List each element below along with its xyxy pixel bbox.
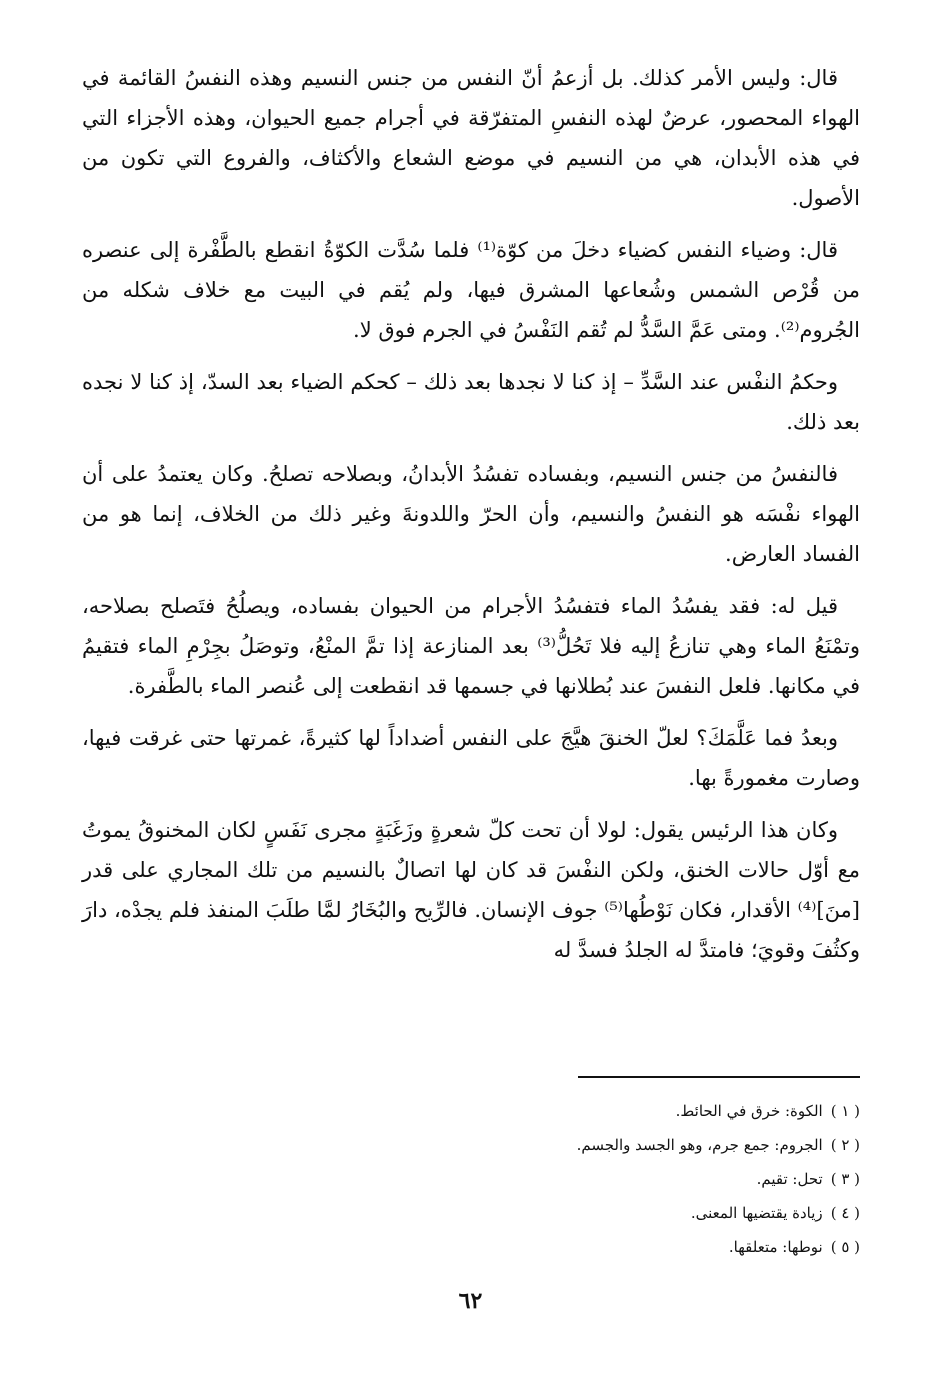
footnote-1 xyxy=(400,1094,860,1128)
footnotes xyxy=(400,1094,860,1264)
footnote-text: الكوة: خرق في الحائط. xyxy=(675,1102,823,1120)
footnote-number: ( ٢ ) xyxy=(830,1136,860,1154)
page-number: ٦٢ xyxy=(458,1288,483,1314)
footnote-text: زيادة يقتضيها المعنى. xyxy=(690,1204,823,1222)
paragraph-7: وكان هذا الرئيس يقول: لولا أن تحت كلّ شعرةٍ وزَغَبَةٍ مجرى نَفَسٍ لكان المخنوقُ يموتُ مع أوّل حالات الخنق، ولكن النفْسَ قد كان لها اتصالٌ بالنسيم من تلك المجاري على قدر [منَ]⁽⁴⁾ الأقدار، فكان نَوْطُها⁽⁵⁾ جوف الإنسان. فالرِّيح والبُخَارُ لمَّا طلَبَ المنفذ فلم يجدْه، دارَ وكثُفَ وقويَ؛ فامتدَّ له الجلدُ فسدَّ له xyxy=(82,818,860,962)
footnote-number: ( ١ ) xyxy=(830,1102,860,1120)
footnote-2 xyxy=(400,1128,860,1162)
paragraph-5: قيل له: فقد يفسُدُ الماء فتفسُدُ الأجرام من الحيوان بفساده، ويصلُحُ فتَصلح بصلاحه، وتمْنَعُ الماء وهي تنازعُ إليه فلا تَحُلُّ⁽³⁾ بعد المنازعة إذا تمَّ المنْعُ، وتوصَلُ بجِرْمِ الماء فتقيمُ في مكانها. فلعل النفسَ عند بُطلانها في جسمها قد انقطعت إلى عُنصر الماء بالطَّفرة. xyxy=(82,594,861,698)
paragraph-2: قال: وضياء النفس كضياء دخلَ من كوّة⁽¹⁾ فلما سُدَّت الكوّةُ انقطع بالطَّفْرة إلى عنصره من قُرْص الشمس وشُعاعها المشرق فيها، ولم يُقم في البيت مع خلاف شكله من الجُروم⁽²⁾. ومتى عَمَّ السَّدُّ لم تُقم النَفْسُ في الجرم فوق لا. xyxy=(82,238,860,342)
footnote-text: تحل: تقيم. xyxy=(756,1170,823,1188)
footnote-text: الجروم: جمع جرم، وهو الجسد والجسم. xyxy=(576,1136,823,1154)
footnote-4 xyxy=(400,1196,860,1230)
footnote-divider xyxy=(578,1076,860,1078)
main-text xyxy=(82,58,860,982)
footnote-text: نوطها: متعلقها. xyxy=(728,1238,823,1256)
paragraph-3: وحكمُ النفْس عند السَّدِّ – إذ كنا لا نجدها بعد ذلك – كحكم الضياء بعد السدّ، إذ كنا لا نجده بعد ذلك. xyxy=(82,370,860,434)
footnote-number: ( ٣ ) xyxy=(830,1170,860,1188)
footnote-5 xyxy=(400,1230,860,1264)
paragraph-4: فالنفسُ من جنس النسيم، وبفساده تفسُدُ الأبدانُ، وبصلاحه تصلحُ. وكان يعتمدُ على أن الهواء نفْسَه هو النفسُ والنسيم، وأن الحرّ واللدونةَ وغير ذلك من الخلاف، إنما هو من الفساد العارض. xyxy=(82,462,860,566)
paragraph-1: قال: وليس الأمر كذلك. بل أزعمُ أنّ النفس من جنس النسيم وهذه النفسُ القائمة في الهواء المحصور، عرضٌ لهذه النفسِ المتفرّقة في أجرام جميع الحيوان، وهذه الأجزاء التي في هذه الأبدان، هي من النسيم في موضع الشعاع والأكثاف، والفروع التي تكون من الأصول. xyxy=(82,66,860,210)
paragraph-6: وبعدُ فما عَلَّمَكَ؟ لعلّ الخنقَ هيَّجَ على النفس أضداداً لها كثيرةً، غمرتها حتى غرقت فيها، وصارت مغمورةً بها. xyxy=(82,726,860,790)
footnote-3 xyxy=(400,1162,860,1196)
footnote-number: ( ٤ ) xyxy=(830,1204,860,1222)
footnote-number: ( ٥ ) xyxy=(830,1238,860,1256)
